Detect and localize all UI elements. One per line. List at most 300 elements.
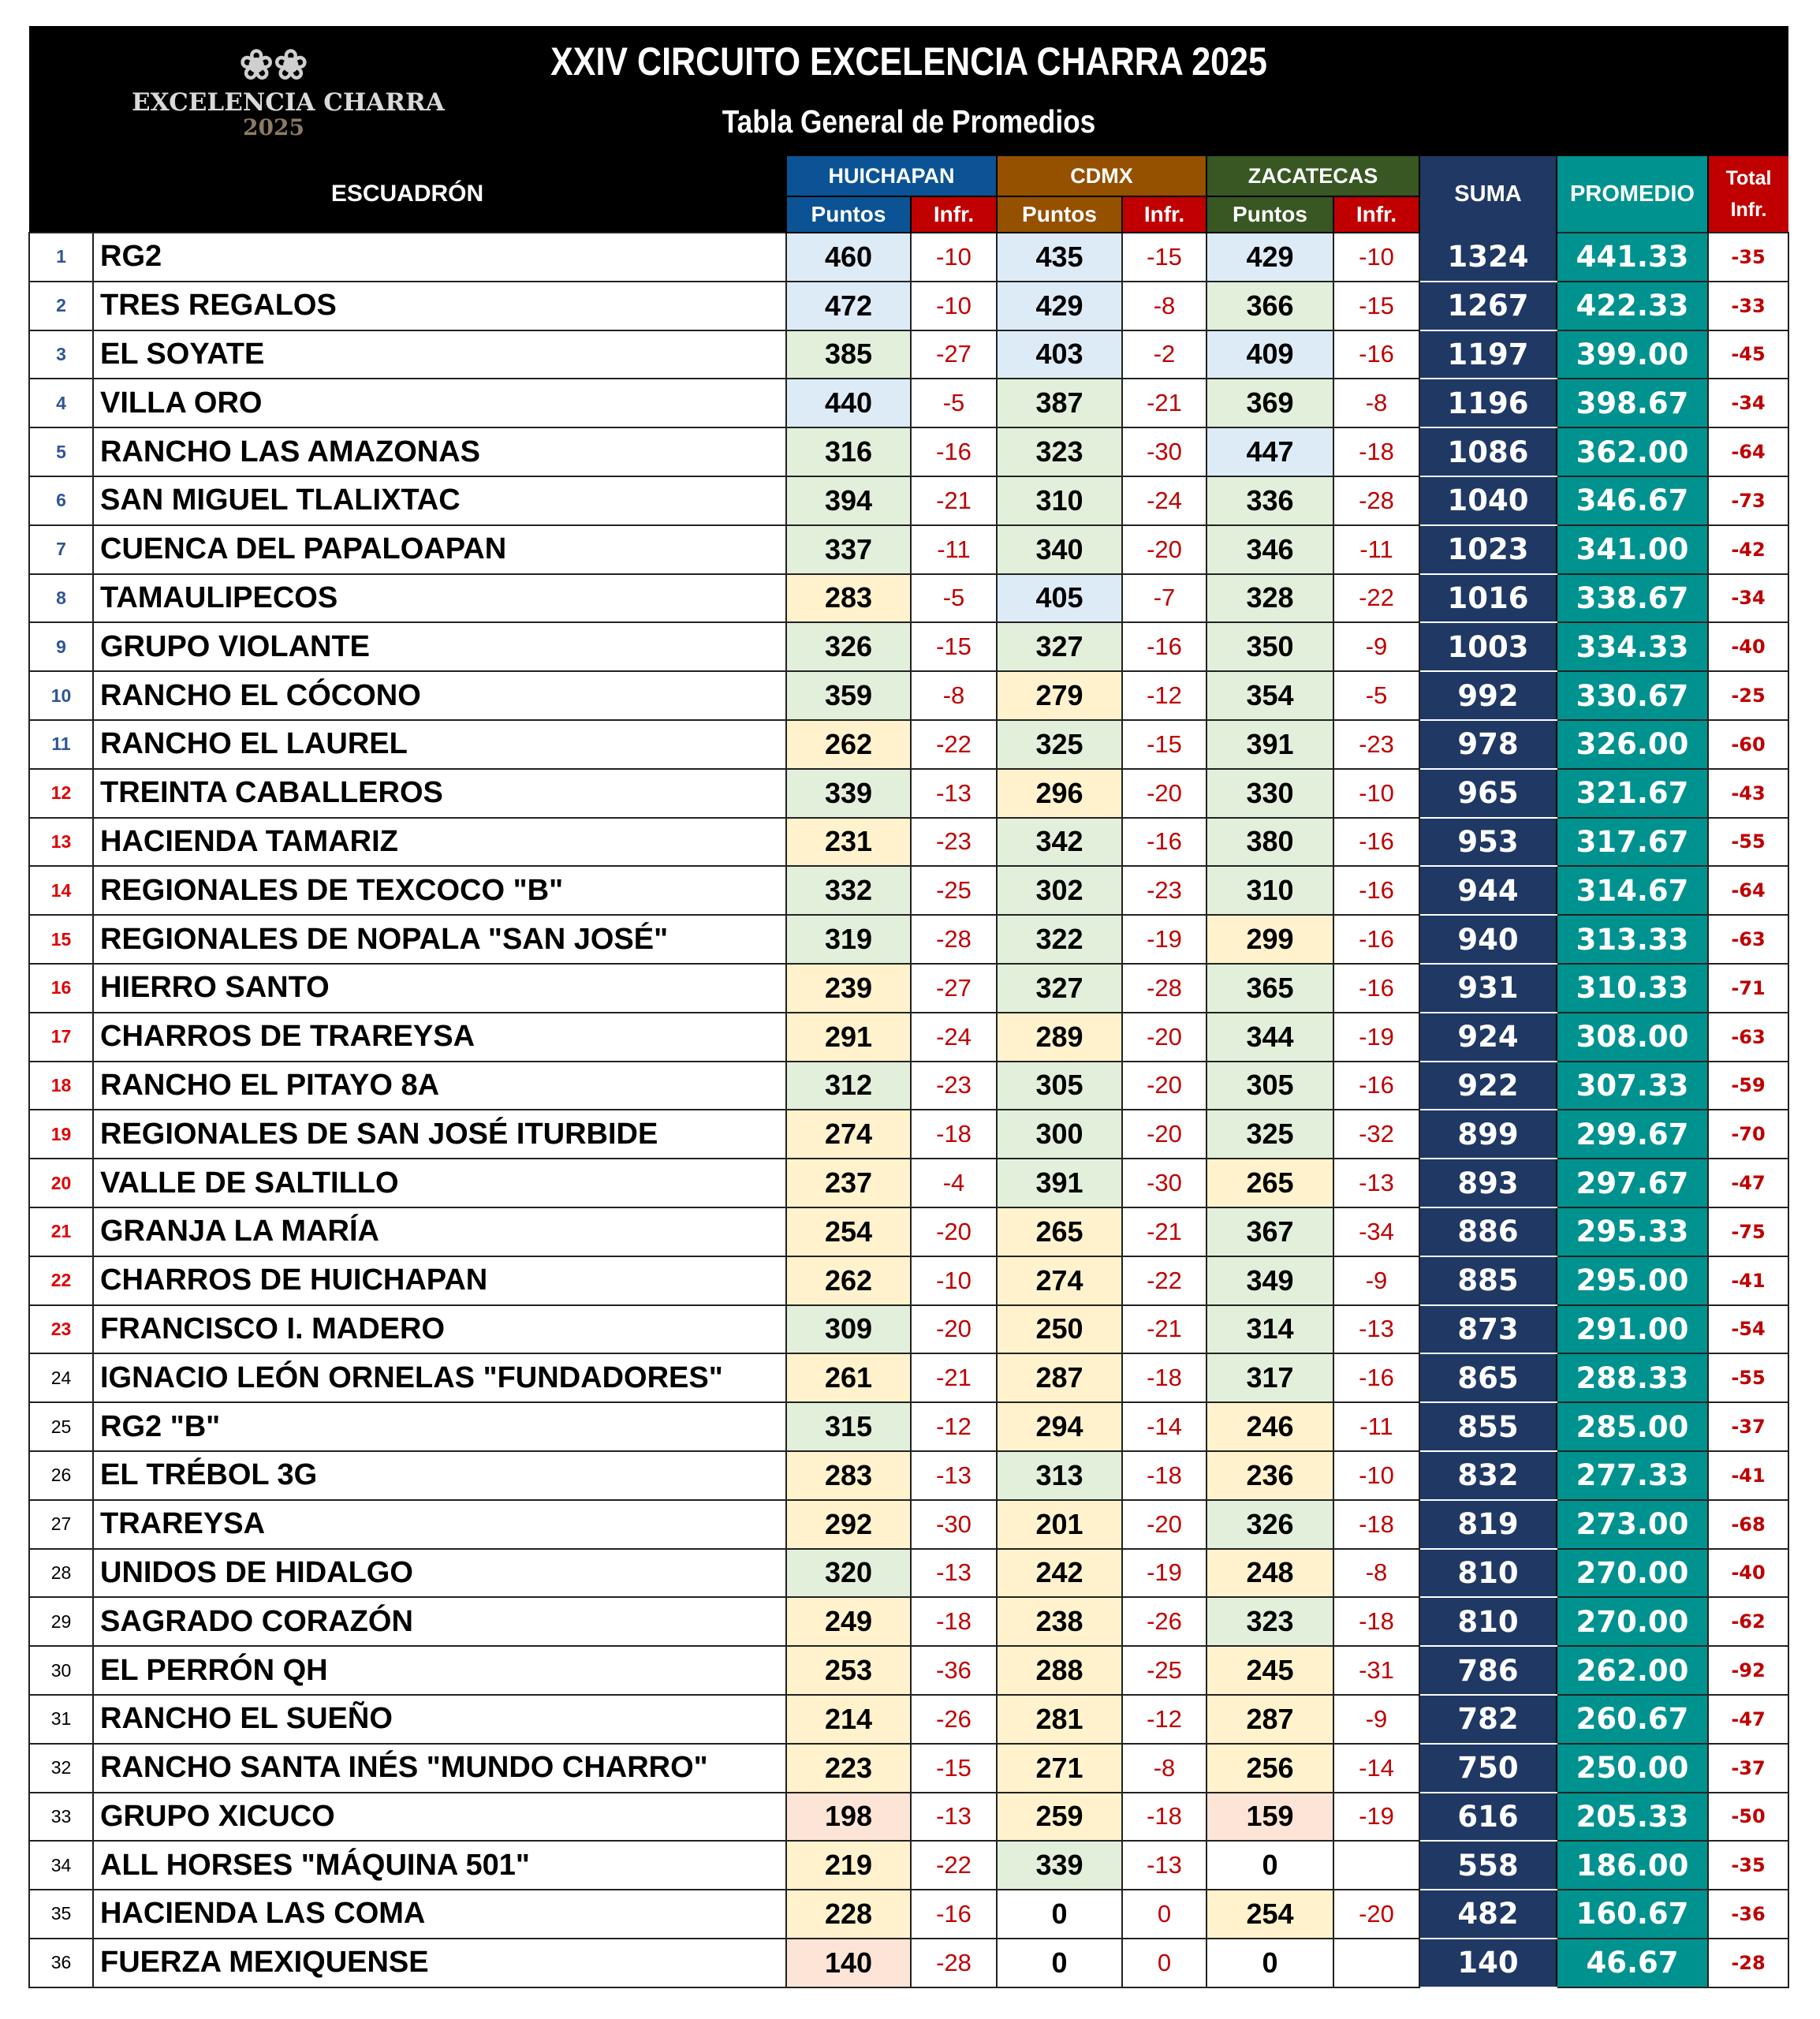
huichapan-infr: -23 xyxy=(911,1062,997,1110)
rank-cell: 2 xyxy=(29,282,93,330)
rank-cell: 4 xyxy=(29,379,93,427)
cdmx-puntos: 327 xyxy=(997,964,1122,1013)
total-infr-value: -47 xyxy=(1708,1159,1788,1207)
huichapan-infr: -18 xyxy=(911,1597,997,1646)
suma-value: 865 xyxy=(1419,1353,1557,1402)
zacatecas-puntos: 336 xyxy=(1206,476,1333,525)
suma-value: 616 xyxy=(1419,1793,1557,1842)
suma-value: 810 xyxy=(1419,1597,1557,1646)
total-infr-value: -40 xyxy=(1708,1549,1788,1598)
table-row xyxy=(29,1402,1788,1451)
promedio-value: 299.67 xyxy=(1557,1110,1708,1159)
zacatecas-infr: -16 xyxy=(1333,915,1419,964)
cdmx-infr: -28 xyxy=(1122,964,1206,1013)
huichapan-puntos: 309 xyxy=(786,1305,911,1354)
zacatecas-puntos: 344 xyxy=(1206,1013,1333,1062)
cdmx-puntos-header: Puntos xyxy=(997,196,1122,233)
table-row xyxy=(29,379,1788,427)
rank-cell: 15 xyxy=(29,915,93,964)
zacatecas-infr: -16 xyxy=(1333,1353,1419,1402)
huichapan-puntos: 440 xyxy=(786,379,911,427)
cdmx-puntos: 429 xyxy=(997,282,1122,330)
cdmx-puntos: 327 xyxy=(997,622,1122,671)
rank-cell: 29 xyxy=(29,1597,93,1646)
table-row xyxy=(29,720,1788,769)
huichapan-puntos: 292 xyxy=(786,1500,911,1549)
cdmx-infr: -18 xyxy=(1122,1353,1206,1402)
cdmx-infr: -22 xyxy=(1122,1256,1206,1305)
table-row xyxy=(29,282,1788,330)
zacatecas-puntos: 328 xyxy=(1206,574,1333,623)
cdmx-infr: -18 xyxy=(1122,1793,1206,1842)
huichapan-puntos: 312 xyxy=(786,1062,911,1110)
rank-cell: 5 xyxy=(29,427,93,476)
team-name: RG2 "B" xyxy=(93,1402,786,1451)
total-infr-value: -35 xyxy=(1708,233,1788,282)
cdmx-infr: -14 xyxy=(1122,1402,1206,1451)
promedio-value: 250.00 xyxy=(1557,1744,1708,1793)
zacatecas-infr: -31 xyxy=(1333,1646,1419,1695)
table-row xyxy=(29,818,1788,867)
cdmx-puntos: 302 xyxy=(997,866,1122,915)
cdmx-puntos: 238 xyxy=(997,1597,1122,1646)
cdmx-puntos: 288 xyxy=(997,1646,1122,1695)
cdmx-infr: -21 xyxy=(1122,1207,1206,1256)
rank-cell: 24 xyxy=(29,1353,93,1402)
total-infr-value: -73 xyxy=(1708,476,1788,525)
cdmx-puntos: 250 xyxy=(997,1305,1122,1354)
venue-header-cdmx: CDMX xyxy=(997,156,1206,196)
logo-name: EXCELENCIA CHARRA xyxy=(132,88,445,117)
table-row xyxy=(29,1695,1788,1744)
huichapan-puntos: 319 xyxy=(786,915,911,964)
huichapan-infr: -18 xyxy=(911,1110,997,1159)
team-name: REGIONALES DE TEXCOCO "B" xyxy=(93,866,786,915)
table-row xyxy=(29,330,1788,379)
zacatecas-infr: -23 xyxy=(1333,720,1419,769)
promedio-value: 260.67 xyxy=(1557,1695,1708,1744)
huichapan-infr: -16 xyxy=(911,427,997,476)
title-banner xyxy=(29,26,1788,156)
suma-header: SUMA xyxy=(1419,156,1557,233)
team-name: SAN MIGUEL TLALIXTAC xyxy=(93,476,786,525)
huichapan-infr: -4 xyxy=(911,1159,997,1207)
table-row xyxy=(29,1549,1788,1598)
cdmx-puntos: 289 xyxy=(997,1013,1122,1062)
cdmx-puntos: 287 xyxy=(997,1353,1122,1402)
cdmx-infr: -16 xyxy=(1122,818,1206,867)
cdmx-infr: -15 xyxy=(1122,233,1206,282)
cdmx-puntos: 281 xyxy=(997,1695,1122,1744)
zacatecas-puntos: 310 xyxy=(1206,866,1333,915)
promedio-value: 422.33 xyxy=(1557,282,1708,330)
suma-value: 953 xyxy=(1419,818,1557,867)
cdmx-puntos: 296 xyxy=(997,769,1122,818)
zacatecas-infr: -9 xyxy=(1333,1695,1419,1744)
cdmx-infr: 0 xyxy=(1122,1890,1206,1939)
total-infr-value: -37 xyxy=(1708,1402,1788,1451)
promedio-value: 262.00 xyxy=(1557,1646,1708,1695)
promedio-value: 285.00 xyxy=(1557,1402,1708,1451)
cdmx-infr: -8 xyxy=(1122,1744,1206,1793)
total-infr-value: -60 xyxy=(1708,720,1788,769)
cdmx-infr: -24 xyxy=(1122,476,1206,525)
cdmx-infr: -21 xyxy=(1122,1305,1206,1354)
huichapan-puntos: 249 xyxy=(786,1597,911,1646)
team-name: EL TRÉBOL 3G xyxy=(93,1451,786,1500)
total-infr-value: -70 xyxy=(1708,1110,1788,1159)
huichapan-puntos: 239 xyxy=(786,964,911,1013)
suma-value: 482 xyxy=(1419,1890,1557,1939)
suma-value: 944 xyxy=(1419,866,1557,915)
total-infr-value: -43 xyxy=(1708,769,1788,818)
suma-value: 893 xyxy=(1419,1159,1557,1207)
team-name: EL PERRÓN QH xyxy=(93,1646,786,1695)
promedio-value: 295.00 xyxy=(1557,1256,1708,1305)
huichapan-puntos: 261 xyxy=(786,1353,911,1402)
page-title: XXIV CIRCUITO EXCELENCIA CHARRA 2025 xyxy=(550,39,1267,84)
zacatecas-infr: -18 xyxy=(1333,1597,1419,1646)
table-row xyxy=(29,1159,1788,1207)
cdmx-infr: -16 xyxy=(1122,622,1206,671)
table-row xyxy=(29,769,1788,818)
zacatecas-puntos: 366 xyxy=(1206,282,1333,330)
promedio-value: 270.00 xyxy=(1557,1549,1708,1598)
table-row xyxy=(29,915,1788,964)
standings-table xyxy=(28,26,1789,1988)
huichapan-infr: -27 xyxy=(911,330,997,379)
cdmx-infr: -26 xyxy=(1122,1597,1206,1646)
cdmx-puntos: 435 xyxy=(997,233,1122,282)
zacatecas-puntos: 330 xyxy=(1206,769,1333,818)
total-infr-value: -64 xyxy=(1708,866,1788,915)
team-name: GRUPO XICUCO xyxy=(93,1793,786,1842)
cdmx-infr-header: Infr. xyxy=(1122,196,1206,233)
team-name: REGIONALES DE NOPALA "SAN JOSÉ" xyxy=(93,915,786,964)
suma-value: 992 xyxy=(1419,671,1557,720)
rank-cell: 25 xyxy=(29,1402,93,1451)
suma-value: 782 xyxy=(1419,1695,1557,1744)
cdmx-infr: -20 xyxy=(1122,1013,1206,1062)
cdmx-puntos: 201 xyxy=(997,1500,1122,1549)
suma-value: 1023 xyxy=(1419,525,1557,574)
total-infr-value: -63 xyxy=(1708,1013,1788,1062)
zacatecas-puntos: 367 xyxy=(1206,1207,1333,1256)
zacatecas-infr: -32 xyxy=(1333,1110,1419,1159)
total-infr-value: -34 xyxy=(1708,379,1788,427)
huichapan-puntos: 460 xyxy=(786,233,911,282)
rank-cell: 14 xyxy=(29,866,93,915)
total-infr-value: -55 xyxy=(1708,818,1788,867)
total-infr-value: -28 xyxy=(1708,1939,1788,1987)
huichapan-infr: -15 xyxy=(911,622,997,671)
huichapan-puntos: 316 xyxy=(786,427,911,476)
zacatecas-infr: -28 xyxy=(1333,476,1419,525)
total-infr-value: -64 xyxy=(1708,427,1788,476)
total-infr-value: -41 xyxy=(1708,1256,1788,1305)
total-infr-value: -45 xyxy=(1708,330,1788,379)
cdmx-puntos: 294 xyxy=(997,1402,1122,1451)
zacatecas-puntos: 236 xyxy=(1206,1451,1333,1500)
team-name: VALLE DE SALTILLO xyxy=(93,1159,786,1207)
cdmx-infr: 0 xyxy=(1122,1939,1206,1987)
cdmx-infr: -20 xyxy=(1122,1062,1206,1110)
zacatecas-infr: -18 xyxy=(1333,427,1419,476)
promedio-value: 205.33 xyxy=(1557,1793,1708,1842)
total-infr-value: -40 xyxy=(1708,622,1788,671)
cdmx-puntos: 391 xyxy=(997,1159,1122,1207)
promedio-value: 441.33 xyxy=(1557,233,1708,282)
huichapan-infr: -10 xyxy=(911,233,997,282)
rank-cell: 17 xyxy=(29,1013,93,1062)
team-name: RANCHO EL SUEÑO xyxy=(93,1695,786,1744)
promedio-value: 160.67 xyxy=(1557,1890,1708,1939)
rank-cell: 20 xyxy=(29,1159,93,1207)
zacatecas-infr xyxy=(1333,1939,1419,1987)
zacatecas-infr: -10 xyxy=(1333,1451,1419,1500)
huichapan-infr: -27 xyxy=(911,964,997,1013)
promedio-value: 46.67 xyxy=(1557,1939,1708,1987)
suma-value: 558 xyxy=(1419,1841,1557,1890)
huichapan-infr: -20 xyxy=(911,1305,997,1354)
rank-cell: 8 xyxy=(29,574,93,623)
suma-value: 1016 xyxy=(1419,574,1557,623)
promedio-value: 346.67 xyxy=(1557,476,1708,525)
team-name: CUENCA DEL PAPALOAPAN xyxy=(93,525,786,574)
promedio-value: 308.00 xyxy=(1557,1013,1708,1062)
huichapan-puntos: 214 xyxy=(786,1695,911,1744)
total-infr-value: -34 xyxy=(1708,574,1788,623)
table-row xyxy=(29,1062,1788,1110)
suma-value: 1086 xyxy=(1419,427,1557,476)
rank-cell: 12 xyxy=(29,769,93,818)
rank-cell: 13 xyxy=(29,818,93,867)
huichapan-puntos: 223 xyxy=(786,1744,911,1793)
zacatecas-infr: -15 xyxy=(1333,282,1419,330)
huichapan-infr: -13 xyxy=(911,769,997,818)
cdmx-puntos: 259 xyxy=(997,1793,1122,1842)
promedio-value: 362.00 xyxy=(1557,427,1708,476)
suma-value: 1040 xyxy=(1419,476,1557,525)
standings-body xyxy=(29,233,1788,1987)
huichapan-puntos: 315 xyxy=(786,1402,911,1451)
cdmx-infr: -8 xyxy=(1122,282,1206,330)
cdmx-infr: -7 xyxy=(1122,574,1206,623)
huichapan-puntos: 291 xyxy=(786,1013,911,1062)
huichapan-infr: -10 xyxy=(911,1256,997,1305)
huichapan-infr: -28 xyxy=(911,915,997,964)
zacatecas-puntos: 299 xyxy=(1206,915,1333,964)
rank-cell: 32 xyxy=(29,1744,93,1793)
cdmx-puntos: 322 xyxy=(997,915,1122,964)
huichapan-puntos: 337 xyxy=(786,525,911,574)
cdmx-infr: -19 xyxy=(1122,1549,1206,1598)
huichapan-puntos: 283 xyxy=(786,1451,911,1500)
zacatecas-puntos: 350 xyxy=(1206,622,1333,671)
suma-value: 786 xyxy=(1419,1646,1557,1695)
promedio-value: 326.00 xyxy=(1557,720,1708,769)
standings-table-container xyxy=(28,26,1788,1988)
team-name: SAGRADO CORAZÓN xyxy=(93,1597,786,1646)
zacatecas-puntos: 365 xyxy=(1206,964,1333,1013)
huichapan-puntos: 339 xyxy=(786,769,911,818)
huichapan-infr: -25 xyxy=(911,866,997,915)
suma-value: 899 xyxy=(1419,1110,1557,1159)
cdmx-infr: -30 xyxy=(1122,427,1206,476)
cdmx-puntos: 325 xyxy=(997,720,1122,769)
zacatecas-infr: -8 xyxy=(1333,379,1419,427)
total-infr-label-2: Infr. xyxy=(1730,199,1767,221)
promedio-value: 341.00 xyxy=(1557,525,1708,574)
suma-value: 873 xyxy=(1419,1305,1557,1354)
cdmx-puntos: 323 xyxy=(997,427,1122,476)
team-name: CHARROS DE HUICHAPAN xyxy=(93,1256,786,1305)
huichapan-infr: -13 xyxy=(911,1549,997,1598)
zacatecas-puntos: 326 xyxy=(1206,1500,1333,1549)
venue-header-huichapan: HUICHAPAN xyxy=(786,156,997,196)
promedio-value: 310.33 xyxy=(1557,964,1708,1013)
table-row xyxy=(29,1256,1788,1305)
total-infr-value: -47 xyxy=(1708,1695,1788,1744)
promedio-value: 291.00 xyxy=(1557,1305,1708,1354)
suma-value: 1267 xyxy=(1419,282,1557,330)
zacatecas-infr: -18 xyxy=(1333,1500,1419,1549)
rank-cell: 30 xyxy=(29,1646,93,1695)
table-row xyxy=(29,1890,1788,1939)
cdmx-infr: -23 xyxy=(1122,866,1206,915)
promedio-value: 270.00 xyxy=(1557,1597,1708,1646)
zacatecas-infr: -16 xyxy=(1333,964,1419,1013)
zacatecas-puntos: 248 xyxy=(1206,1549,1333,1598)
promedio-value: 313.33 xyxy=(1557,915,1708,964)
team-name: FRANCISCO I. MADERO xyxy=(93,1305,786,1354)
huichapan-infr: -36 xyxy=(911,1646,997,1695)
cdmx-puntos: 342 xyxy=(997,818,1122,867)
huichapan-puntos: 198 xyxy=(786,1793,911,1842)
zacatecas-puntos: 409 xyxy=(1206,330,1333,379)
escuadron-header: ESCUADRÓN xyxy=(29,156,786,233)
huichapan-puntos: 262 xyxy=(786,1256,911,1305)
zacatecas-puntos: 246 xyxy=(1206,1402,1333,1451)
promedio-value: 288.33 xyxy=(1557,1353,1708,1402)
suma-value: 832 xyxy=(1419,1451,1557,1500)
table-row xyxy=(29,1110,1788,1159)
zacatecas-infr: -16 xyxy=(1333,818,1419,867)
huichapan-infr: -13 xyxy=(911,1793,997,1842)
cdmx-puntos: 405 xyxy=(997,574,1122,623)
huichapan-infr: -28 xyxy=(911,1939,997,1987)
zacatecas-puntos: 323 xyxy=(1206,1597,1333,1646)
logo-year: 2025 xyxy=(243,114,304,140)
cdmx-puntos: 274 xyxy=(997,1256,1122,1305)
cdmx-infr: -2 xyxy=(1122,330,1206,379)
huichapan-puntos: 274 xyxy=(786,1110,911,1159)
total-infr-value: -68 xyxy=(1708,1500,1788,1549)
promedio-value: 334.33 xyxy=(1557,622,1708,671)
team-name: TRAREYSA xyxy=(93,1500,786,1549)
zacatecas-infr: -11 xyxy=(1333,525,1419,574)
promedio-value: 399.00 xyxy=(1557,330,1708,379)
huichapan-puntos: 359 xyxy=(786,671,911,720)
huichapan-infr: -24 xyxy=(911,1013,997,1062)
suma-value: 924 xyxy=(1419,1013,1557,1062)
table-row xyxy=(29,671,1788,720)
huichapan-infr: -21 xyxy=(911,476,997,525)
zacatecas-puntos: 305 xyxy=(1206,1062,1333,1110)
team-name: UNIDOS DE HIDALGO xyxy=(93,1549,786,1598)
cdmx-infr: -25 xyxy=(1122,1646,1206,1695)
zacatecas-puntos: 349 xyxy=(1206,1256,1333,1305)
zacatecas-infr: -16 xyxy=(1333,330,1419,379)
cdmx-infr: -12 xyxy=(1122,671,1206,720)
cdmx-puntos: 387 xyxy=(997,379,1122,427)
table-row xyxy=(29,1013,1788,1062)
venue-header-zacatecas: ZACATECAS xyxy=(1206,156,1419,196)
promedio-value: 338.67 xyxy=(1557,574,1708,623)
zacatecas-infr: -10 xyxy=(1333,233,1419,282)
huichapan-infr-header: Infr. xyxy=(911,196,997,233)
suma-value: 1324 xyxy=(1419,233,1557,282)
total-infr-value: -25 xyxy=(1708,671,1788,720)
huichapan-puntos: 320 xyxy=(786,1549,911,1598)
rank-cell: 1 xyxy=(29,233,93,282)
zacatecas-infr: -10 xyxy=(1333,769,1419,818)
table-row xyxy=(29,233,1788,282)
team-name: IGNACIO LEÓN ORNELAS "FUNDADORES" xyxy=(93,1353,786,1402)
cdmx-puntos: 279 xyxy=(997,671,1122,720)
cdmx-puntos: 310 xyxy=(997,476,1122,525)
rank-cell: 23 xyxy=(29,1305,93,1354)
cdmx-puntos: 403 xyxy=(997,330,1122,379)
team-name: RANCHO SANTA INÉS "MUNDO CHARRO" xyxy=(93,1744,786,1793)
zacatecas-infr: -19 xyxy=(1333,1013,1419,1062)
huichapan-puntos: 237 xyxy=(786,1159,911,1207)
total-infr-value: -42 xyxy=(1708,525,1788,574)
total-infr-value: -54 xyxy=(1708,1305,1788,1354)
huichapan-infr: -11 xyxy=(911,525,997,574)
team-name: CHARROS DE TRAREYSA xyxy=(93,1013,786,1062)
huichapan-puntos: 385 xyxy=(786,330,911,379)
zacatecas-infr: -5 xyxy=(1333,671,1419,720)
table-row xyxy=(29,1793,1788,1842)
huichapan-infr: -22 xyxy=(911,720,997,769)
zacatecas-infr: -22 xyxy=(1333,574,1419,623)
zacatecas-puntos: 254 xyxy=(1206,1890,1333,1939)
zacatecas-puntos: 0 xyxy=(1206,1841,1333,1890)
table-row xyxy=(29,1841,1788,1890)
zacatecas-puntos: 314 xyxy=(1206,1305,1333,1354)
total-infr-value: -37 xyxy=(1708,1744,1788,1793)
suma-value: 978 xyxy=(1419,720,1557,769)
cdmx-puntos: 0 xyxy=(997,1939,1122,1987)
promedio-value: 297.67 xyxy=(1557,1159,1708,1207)
logo-emblem-icon: ❀❀ xyxy=(239,41,308,89)
team-name: HACIENDA TAMARIZ xyxy=(93,818,786,867)
huichapan-puntos: 326 xyxy=(786,622,911,671)
rank-cell: 3 xyxy=(29,330,93,379)
cdmx-puntos: 265 xyxy=(997,1207,1122,1256)
promedio-value: 277.33 xyxy=(1557,1451,1708,1500)
promedio-value: 273.00 xyxy=(1557,1500,1708,1549)
team-name: RANCHO LAS AMAZONAS xyxy=(93,427,786,476)
huichapan-puntos-header: Puntos xyxy=(786,196,911,233)
huichapan-infr: -23 xyxy=(911,818,997,867)
total-infr-value: -55 xyxy=(1708,1353,1788,1402)
zacatecas-infr: -9 xyxy=(1333,622,1419,671)
total-infr-value: -92 xyxy=(1708,1646,1788,1695)
rank-cell: 26 xyxy=(29,1451,93,1500)
cdmx-infr: -15 xyxy=(1122,720,1206,769)
